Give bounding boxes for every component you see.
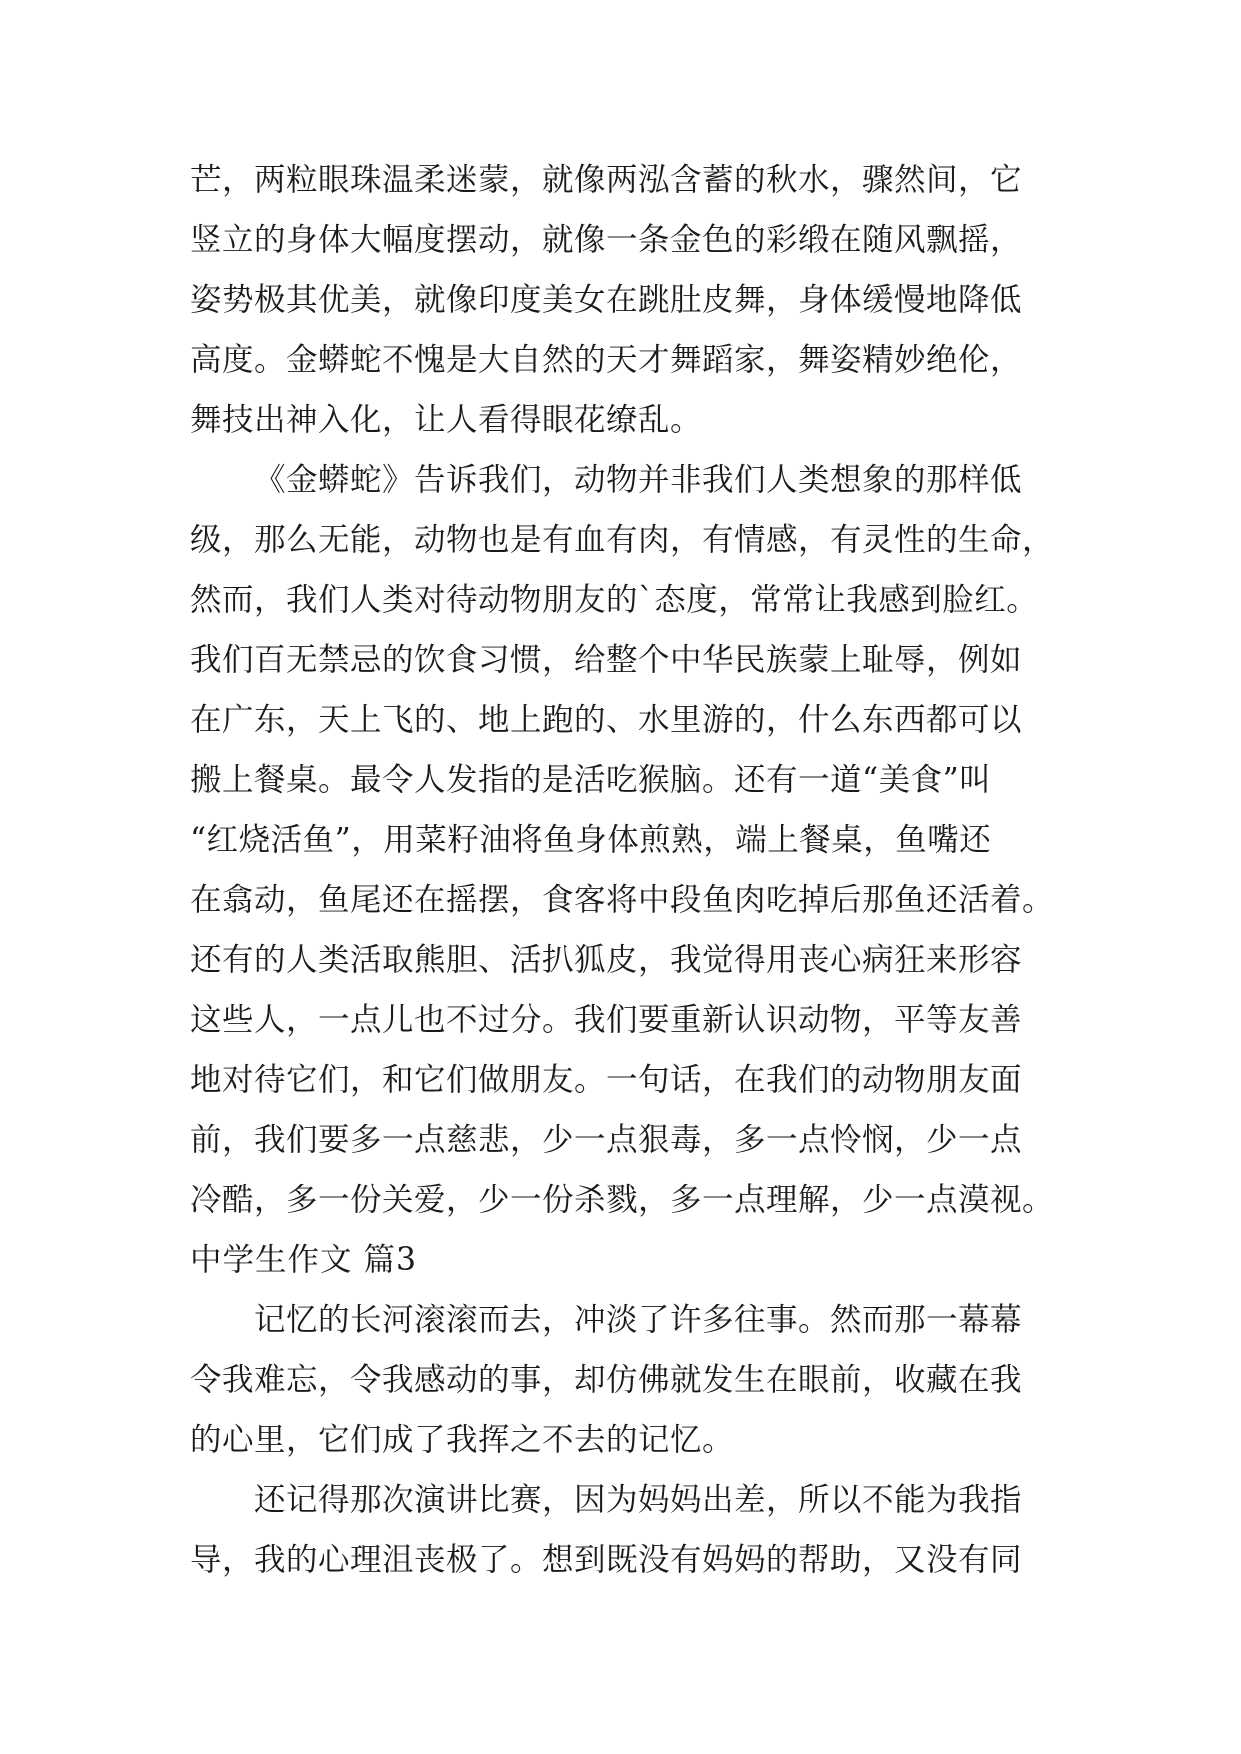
paragraph-3-line-3: 的心里，它们成了我挥之不去的记忆。 (190, 1422, 735, 1458)
paragraph-2-line-3: 然而，我们人类对待动物朋友的`态度，常常让我感到脸红。 (190, 582, 1039, 618)
paragraph-2-line-5: 在广东，天上飞的、地上跑的、水里游的，什么东西都可以 (190, 702, 1023, 738)
paragraph-1-line-4: 高度。金蟒蛇不愧是大自然的天才舞蹈家，舞姿精妙绝伦， (190, 342, 1023, 378)
paragraph-2-line-2: 级，那么无能，动物也是有血有肉，有情感，有灵性的生命， (190, 522, 1055, 558)
section-heading: 中学生作文 篇3 (190, 1242, 418, 1278)
paragraph-2-line-12: 前，我们要多一点慈悲，少一点狠毒，多一点怜悯，少一点 (190, 1122, 1023, 1158)
paragraph-2-line-7: “红烧活鱼”，用菜籽油将鱼身体煎熟，端上餐桌，鱼嘴还 (190, 822, 992, 858)
paragraph-2-line-6: 搬上餐桌。最令人发指的是活吃猴脑。还有一道“美食”叫 (190, 762, 992, 798)
paragraph-1-line-5: 舞技出神入化，让人看得眼花缭乱。 (190, 402, 703, 438)
paragraph-4-line-1: 还记得那次演讲比赛，因为妈妈出差，所以不能为我指 (254, 1482, 1023, 1518)
paragraph-2-line-1: 《金蟒蛇》告诉我们，动物并非我们人类想象的那样低 (254, 462, 1023, 498)
paragraph-3-line-1: 记忆的长河滚滚而去，冲淡了许多往事。然而那一幕幕 (254, 1302, 1023, 1338)
paragraph-2-line-9: 还有的人类活取熊胆、活扒狐皮，我觉得用丧心病狂来形容 (190, 942, 1023, 978)
body-text (190, 150, 1060, 1590)
paragraph-1-line-2: 竖立的身体大幅度摆动，就像一条金色的彩缎在随风飘摇， (190, 222, 1023, 258)
paragraph-4-line-2: 导，我的心理沮丧极了。想到既没有妈妈的帮助，又没有同 (190, 1542, 1023, 1578)
paragraph-2-line-10: 这些人，一点儿也不过分。我们要重新认识动物，平等友善 (190, 1002, 1023, 1038)
paragraph-1-line-1: 芒，两粒眼珠温柔迷蒙，就像两泓含蓄的秋水，骤然间，它 (190, 162, 1023, 198)
paragraph-3-line-2: 令我难忘，令我感动的事，却仿佛就发生在眼前，收藏在我 (190, 1362, 1023, 1398)
paragraph-2-line-8: 在翕动，鱼尾还在摇摆，食客将中段鱼肉吃掉后那鱼还活着。 (190, 882, 1055, 918)
paragraph-1-line-3: 姿势极其优美，就像印度美女在跳肚皮舞，身体缓慢地降低 (190, 282, 1023, 318)
paragraph-2-line-4: 我们百无禁忌的饮食习惯，给整个中华民族蒙上耻辱，例如 (190, 642, 1023, 678)
paragraph-2-line-13: 冷酷，多一份关爱，少一份杀戮，多一点理解，少一点漠视。 (190, 1182, 1055, 1218)
paragraph-2-line-11: 地对待它们，和它们做朋友。一句话，在我们的动物朋友面 (190, 1062, 1023, 1098)
